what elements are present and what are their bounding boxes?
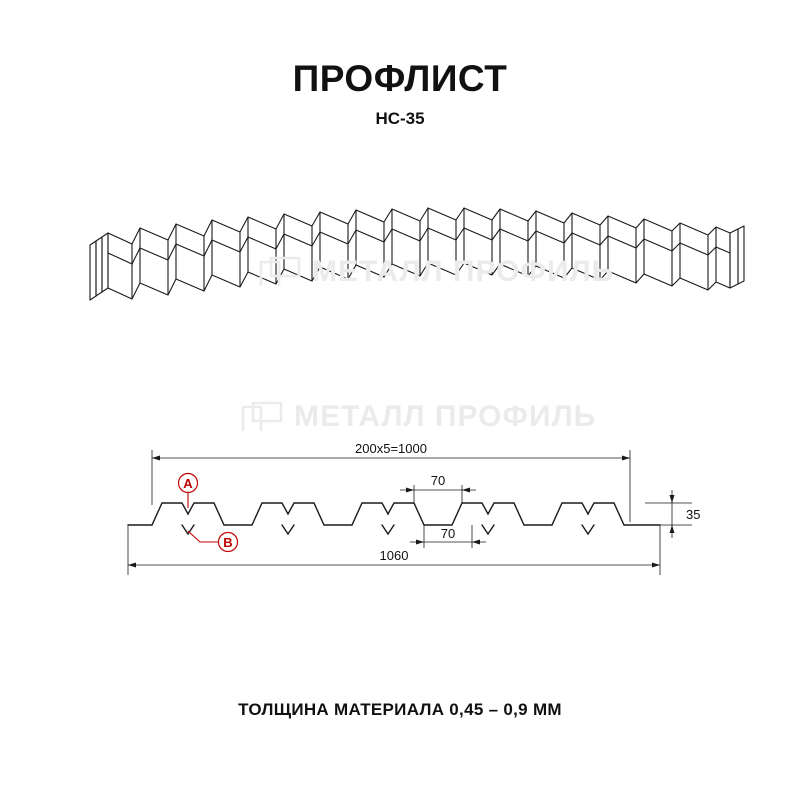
callout-b <box>188 531 238 552</box>
callout-a-label: A <box>183 476 193 491</box>
callout-b-label: B <box>223 535 233 550</box>
page-header <box>0 60 800 129</box>
watermark-text-2: МЕТАЛЛ ПРОФИЛЬ <box>294 400 597 433</box>
dimension-bottom-flange-label: 70 <box>440 526 456 541</box>
page-title: ПРОФЛИСТ <box>292 58 508 99</box>
watermark-logo-icon-2 <box>240 400 284 434</box>
product-model: НС-35 <box>375 108 425 128</box>
perspective-view <box>70 200 750 350</box>
section-svg <box>100 430 720 590</box>
watermark-bottom <box>240 400 596 434</box>
dimension-height <box>645 490 692 538</box>
page-footer <box>0 700 800 720</box>
dimension-height-label: 35 <box>686 507 701 522</box>
dimension-total-width-label: 1060 <box>379 548 409 563</box>
material-thickness-note: ТОЛЩИНА МАТЕРИАЛА 0,45 – 0,9 ММ <box>238 700 562 719</box>
profile-outline <box>128 503 660 534</box>
dimension-top-flange-label: 70 <box>430 473 446 488</box>
watermark-text: МЕТАЛЛ ПРОФИЛЬ <box>312 255 615 288</box>
section-view <box>100 430 720 590</box>
perspective-svg <box>70 200 750 350</box>
dimension-useful-width-label: 200х5=1000 <box>355 441 427 456</box>
